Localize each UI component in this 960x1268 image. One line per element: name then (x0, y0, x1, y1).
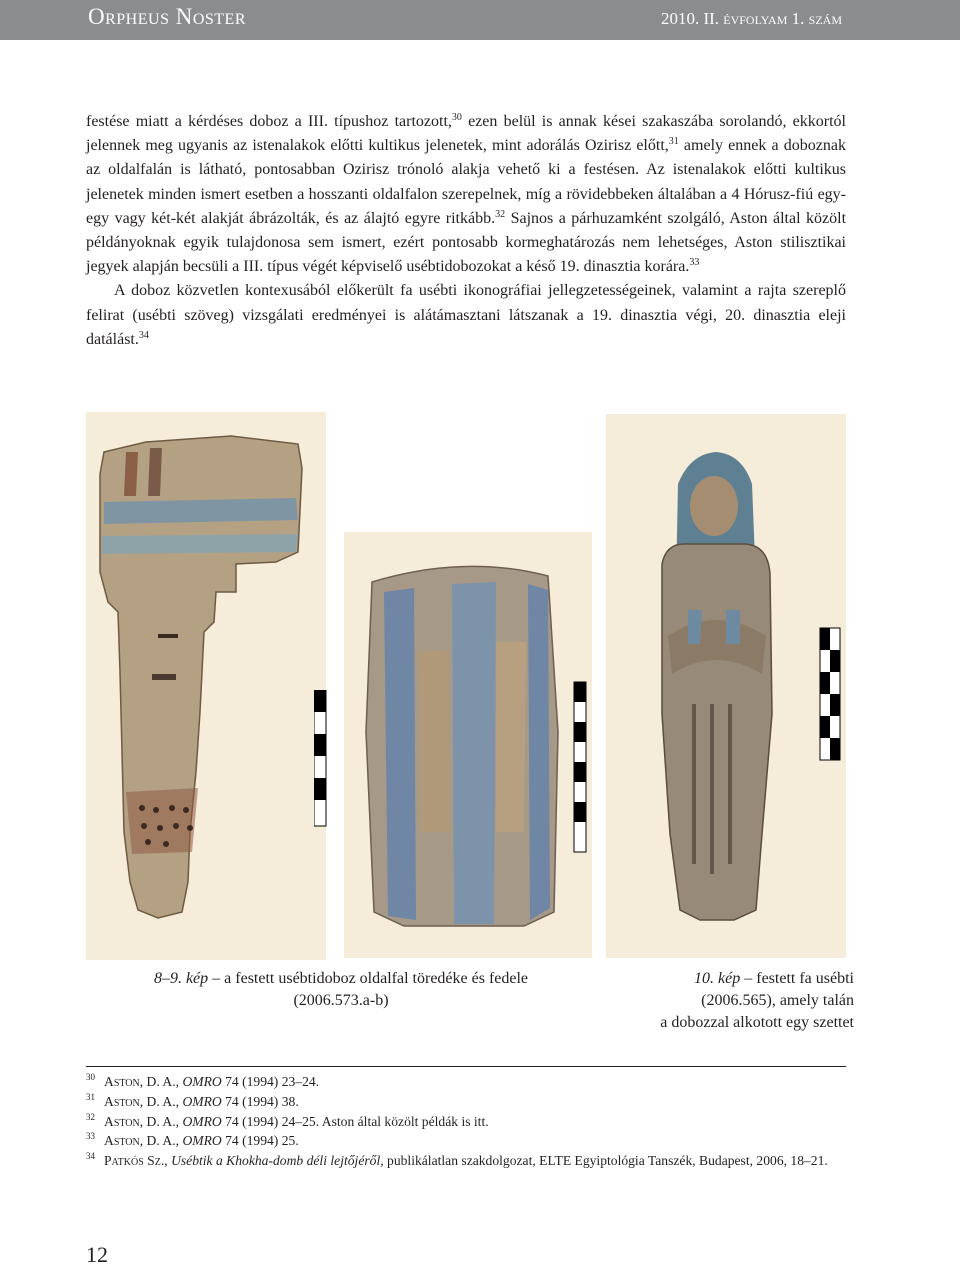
footnote-number: 30 (86, 1072, 95, 1082)
page-number: 12 (86, 1242, 108, 1267)
paragraph-2 (86, 279, 846, 352)
caption-8-9-text: – a festett usébtidoboz oldalfal töredéke és fedele (208, 970, 529, 987)
footnote-rest: 74 (1994) 38. (221, 1093, 299, 1109)
caption-8-9-ref: (2006.573.a-b) (293, 992, 389, 1009)
figure-caption-8-9 (118, 968, 564, 1012)
paragraph-1-text-a: festése miatt a kérdéses doboz a III. típushoz tartozott, (86, 113, 452, 130)
footnote-32 (86, 1112, 846, 1132)
caption-10-line1 (628, 968, 854, 990)
footnote-journal: OMRO (182, 1093, 222, 1109)
scale-bar (820, 628, 840, 760)
footnote-number: 33 (86, 1131, 95, 1142)
scale-bar-left (314, 690, 328, 830)
photo-box-side-fragment (86, 412, 326, 960)
caption-10-line2: (2006.565), amely talán (701, 992, 854, 1009)
footnote-33 (86, 1131, 846, 1151)
caption-10-line3: a dobozzal alkotott egy szettet (660, 1014, 854, 1031)
footnote-ref-30[interactable]: 30 (451, 112, 462, 123)
footnote-author: Patkós Sz., (104, 1153, 168, 1169)
footnote-rest: 74 (1994) 25. (221, 1133, 299, 1149)
footnote-journal: OMRO (182, 1133, 222, 1149)
footnote-divider (86, 1066, 846, 1067)
footnote-ref-31[interactable]: 31 (668, 136, 679, 148)
footnote-number: 34 (86, 1151, 95, 1162)
caption-10-number: 10. kép (694, 970, 741, 987)
paragraph-1-text-c: amely ennek a doboznak az oldalfalán is látható, pontosabban Ozirisz trónoló alakja vehető ki a festésen. Az istenalakok előtti kultikus jelenetek minden ismert esetben a hosszanti oldalfalon szerepelnek, míg a rövidebbeken általában a 4 Hórusz-fiú egy-egy vagy két-két alakját ábrázolták, és az álajtó egyre ritkább. (86, 137, 846, 227)
issue-label: 2010. II. évfolyam 1. szám (660, 9, 842, 28)
footnotes (86, 1072, 846, 1171)
photo-box-lid (344, 532, 592, 958)
caption-10-text: – festett fa usébti (740, 970, 854, 987)
scale-bar (574, 682, 586, 852)
footnote-author: Aston, D. A., (104, 1074, 180, 1089)
footnote-number: 31 (86, 1091, 95, 1102)
footnote-ref-34[interactable]: 34 (138, 329, 149, 341)
footnote-ref-33[interactable]: 33 (689, 257, 700, 269)
footnote-author: Aston, D. A., (104, 1133, 180, 1149)
box-lid-illustration (344, 532, 592, 958)
paragraph-1-text-b: ezen belül is annak kései szakaszába sorolandó, ekkortól jelennek meg ugyanis az istenalakok előtti kultikus jelenetek, mint adorálás Ozirisz előtt, (86, 113, 846, 155)
footnote-31 (86, 1092, 846, 1112)
footnote-journal: OMRO (182, 1113, 222, 1129)
footnote-number: 32 (86, 1111, 95, 1122)
footnote-author: Aston, D. A., (104, 1093, 180, 1109)
box-fragment-illustration (86, 412, 326, 960)
footnote-34 (86, 1151, 846, 1171)
figure-caption-10 (628, 968, 854, 1034)
footnote-author: Aston, D. A., (104, 1113, 180, 1129)
footnote-rest: 74 (1994) 23–24. (221, 1074, 320, 1089)
footnote-30 (86, 1072, 846, 1092)
footnote-rest: 74 (1994) 24–25. Aston által közölt példák is itt. (221, 1113, 489, 1129)
caption-8-9-number: 8–9. kép (153, 970, 209, 987)
paragraph-1-text-d: Sajnos a párhuzamként szolgáló, Aston által közölt példányoknak egyik tulajdonosa sem ismert, ezért pontosabb kormeghatározás nem lehetséges, Aston stilisztikai jegyek alapján becsüli a III. típus végét képviselő usébtidobozokat a késő 19. dinasztia korára. (86, 209, 847, 276)
shabti-illustration (606, 414, 846, 958)
running-header (0, 0, 960, 40)
article-body (86, 110, 846, 352)
paragraph-1 (86, 110, 846, 279)
footnote-rest: , publikálatlan szakdolgozat, ELTE Egyiptológia Tanszék, Budapest, 2006, 18–21. (380, 1153, 828, 1169)
footnote-journal: Usébtik a Khokha-domb déli lejtőjéről (171, 1153, 381, 1169)
paragraph-2-text: A doboz közvetlen kontexusából előkerült fa usébti ikonográfiai jellegzetességeinek, valamint a rajta szereplő felirat (usébti szöveg) vizsgálati eredményei is alátámasztani látszanak a 19. dinasztia végi, 20. dinasztia eleji datálást. (86, 282, 846, 348)
caption-8-9-line1 (118, 968, 564, 990)
footnote-journal: OMRO (182, 1074, 222, 1089)
photo-shabti-figure (606, 414, 846, 958)
journal-title: Orpheus Noster (88, 4, 246, 29)
footnote-ref-32[interactable]: 32 (495, 208, 506, 220)
